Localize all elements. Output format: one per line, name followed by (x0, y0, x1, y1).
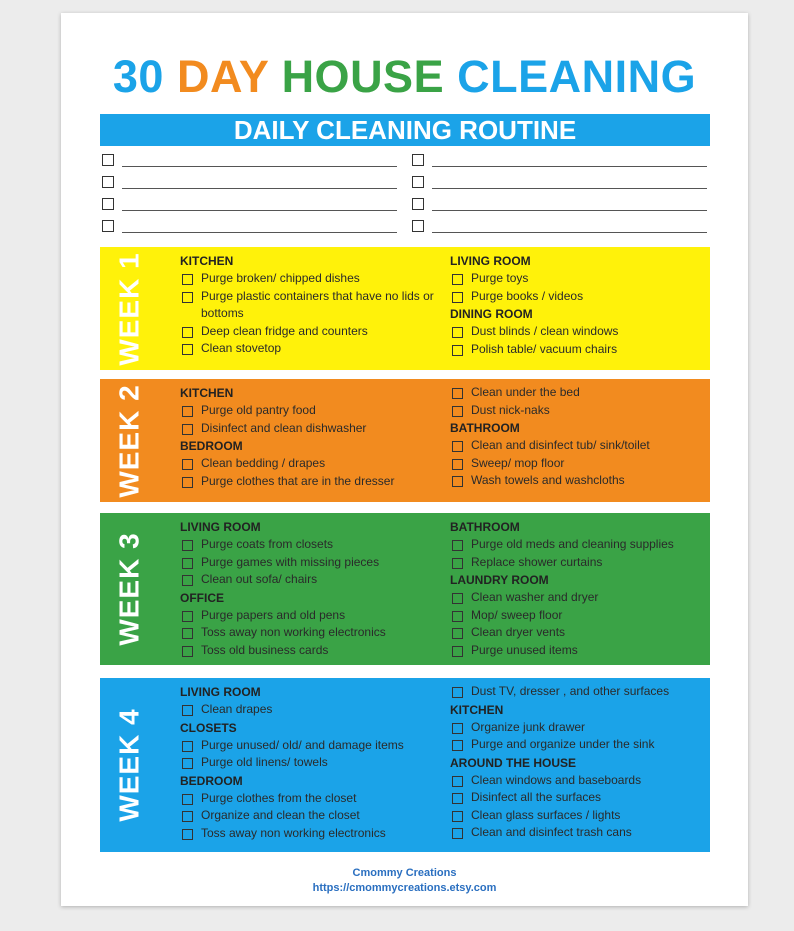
room-heading: KITCHEN (450, 702, 504, 717)
week-4-label: WEEK 4 (114, 708, 146, 822)
task-checkbox-item[interactable]: Sweep/ mop floor (450, 455, 712, 473)
task-checkbox-item[interactable]: Purge broken/ chipped dishes (180, 270, 442, 288)
task-checkbox-item[interactable]: Dust blinds / clean windows (450, 323, 712, 341)
room-heading: LIVING ROOM (450, 254, 531, 268)
task-checkbox-item[interactable]: Clean windows and baseboards (450, 772, 712, 790)
task-checkbox-item[interactable]: Dust nick-naks (450, 402, 712, 420)
task-checkbox-item[interactable]: Purge old linens/ towels (180, 754, 442, 772)
daily-blank-line (412, 149, 707, 171)
task-checkbox-item[interactable]: Clean drapes (180, 701, 442, 719)
task-checkbox-item[interactable]: Toss old business cards (180, 642, 442, 660)
week-3-column-right (450, 518, 712, 659)
daily-blank-line (412, 215, 707, 237)
week-2-section (100, 379, 710, 502)
write-line (432, 232, 707, 233)
write-line (432, 210, 707, 211)
task-checkbox-item[interactable]: Replace shower curtains (450, 554, 712, 572)
task-checkbox-item[interactable]: Purge coats from closets (180, 536, 442, 554)
room-heading: BATHROOM (450, 520, 520, 534)
task-checkbox-item[interactable]: Wash towels and washcloths (450, 472, 712, 490)
task-checkbox-item[interactable]: Purge plastic containers that have no lids or bottoms (180, 288, 442, 323)
write-line (122, 232, 397, 233)
week-4-column-right (450, 683, 712, 842)
title-part-day: DAY (176, 51, 269, 102)
title-part-30: 30 (112, 51, 164, 102)
write-line (432, 188, 707, 189)
checkbox[interactable] (412, 176, 424, 188)
week-1-column-right (450, 252, 712, 358)
room-heading: BATHROOM (450, 421, 520, 435)
checkbox[interactable] (102, 154, 114, 166)
room-heading: CLOSETS (180, 720, 237, 735)
task-checkbox-item[interactable]: Clean bedding / drapes (180, 455, 442, 473)
page-title (61, 49, 748, 105)
task-checkbox-item[interactable]: Purge unused/ old/ and damage items (180, 737, 442, 755)
room-heading: BEDROOM (180, 773, 243, 788)
title-part-cleaning: CLEANING (457, 51, 697, 102)
task-checkbox-item[interactable]: Toss away non working electronics (180, 825, 442, 843)
week-4-section (100, 678, 710, 852)
checkbox[interactable] (412, 198, 424, 210)
task-checkbox-item[interactable]: Purge old pantry food (180, 402, 442, 420)
task-checkbox-item[interactable]: Purge books / videos (450, 288, 712, 306)
daily-blank-list-right (412, 149, 707, 237)
week-label (100, 379, 160, 502)
week-2-column-right (450, 384, 712, 490)
week-4-column-left (180, 683, 442, 842)
write-line (122, 188, 397, 189)
task-checkbox-item[interactable]: Purge games with missing pieces (180, 554, 442, 572)
week-1-column-left (180, 252, 442, 358)
title-part-house: HOUSE (281, 51, 445, 102)
week-1-label: WEEK 1 (114, 251, 146, 366)
checkbox[interactable] (102, 198, 114, 210)
daily-blank-list-left (102, 149, 397, 237)
daily-blank-line (102, 171, 397, 193)
task-checkbox-item[interactable]: Clean glass surfaces / lights (450, 807, 712, 825)
write-line (122, 166, 397, 167)
task-checkbox-item[interactable]: Organize junk drawer (450, 719, 712, 737)
checkbox[interactable] (412, 154, 424, 166)
daily-blank-line (412, 171, 707, 193)
footer (61, 866, 748, 896)
task-checkbox-item[interactable]: Dust TV, dresser , and other surfaces (450, 683, 712, 701)
task-checkbox-item[interactable]: Clean and disinfect trash cans (450, 824, 712, 842)
task-checkbox-item[interactable]: Purge old meds and cleaning supplies (450, 536, 712, 554)
write-line (432, 166, 707, 167)
room-heading: BEDROOM (180, 439, 243, 453)
room-heading: LAUNDRY ROOM (450, 573, 549, 587)
daily-blank-line (102, 215, 397, 237)
task-checkbox-item[interactable]: Clean out sofa/ chairs (180, 571, 442, 589)
task-checkbox-item[interactable]: Purge and organize under the sink (450, 736, 712, 754)
footer-brand: Cmommy Creations (352, 867, 457, 879)
week-2-label: WEEK 2 (114, 383, 146, 498)
checkbox[interactable] (102, 220, 114, 232)
room-heading: OFFICE (180, 590, 224, 605)
daily-blank-line (102, 149, 397, 171)
room-heading: DINING ROOM (450, 307, 533, 321)
week-3-section (100, 513, 710, 665)
task-checkbox-item[interactable]: Organize and clean the closet (180, 807, 442, 825)
write-line (122, 210, 397, 211)
room-heading: KITCHEN (180, 254, 234, 268)
room-heading: KITCHEN (180, 386, 234, 400)
week-3-label: WEEK 3 (114, 532, 146, 646)
task-checkbox-item[interactable]: Clean dryer vents (450, 624, 712, 642)
task-checkbox-item[interactable]: Toss away non working electronics (180, 624, 442, 642)
printable-page (61, 13, 748, 906)
week-label (100, 247, 160, 370)
week-1-section (100, 247, 710, 370)
task-checkbox-item[interactable]: Purge clothes that are in the dresser (180, 473, 442, 491)
task-checkbox-item[interactable]: Deep clean fridge and counters (180, 323, 442, 341)
daily-blank-line (102, 193, 397, 215)
task-checkbox-item[interactable]: Clean under the bed (450, 384, 712, 402)
daily-blank-line (412, 193, 707, 215)
week-label (100, 513, 160, 665)
week-2-column-left (180, 384, 442, 490)
week-3-column-left (180, 518, 442, 659)
task-checkbox-item[interactable]: Purge papers and old pens (180, 607, 442, 625)
task-checkbox-item[interactable]: Purge unused items (450, 642, 712, 660)
task-checkbox-item[interactable]: Clean and disinfect tub/ sink/toilet (450, 437, 712, 455)
daily-routine-header: DAILY CLEANING ROUTINE (100, 114, 710, 146)
footer-url[interactable]: https://cmommycreations.etsy.com (312, 882, 497, 894)
checkbox[interactable] (412, 220, 424, 232)
room-heading: LIVING ROOM (180, 520, 261, 534)
task-checkbox-item[interactable]: Polish table/ vacuum chairs (450, 341, 712, 359)
week-label (100, 678, 160, 852)
task-checkbox-item[interactable]: Clean washer and dryer (450, 589, 712, 607)
task-checkbox-item[interactable]: Purge clothes from the closet (180, 790, 442, 808)
room-heading: LIVING ROOM (180, 685, 261, 699)
task-checkbox-item[interactable]: Disinfect all the surfaces (450, 789, 712, 807)
task-checkbox-item[interactable]: Clean stovetop (180, 340, 442, 358)
checkbox[interactable] (102, 176, 114, 188)
task-checkbox-item[interactable]: Purge toys (450, 270, 712, 288)
task-checkbox-item[interactable]: Mop/ sweep floor (450, 607, 712, 625)
room-heading: AROUND THE HOUSE (450, 755, 577, 770)
task-checkbox-item[interactable]: Disinfect and clean dishwasher (180, 420, 442, 438)
